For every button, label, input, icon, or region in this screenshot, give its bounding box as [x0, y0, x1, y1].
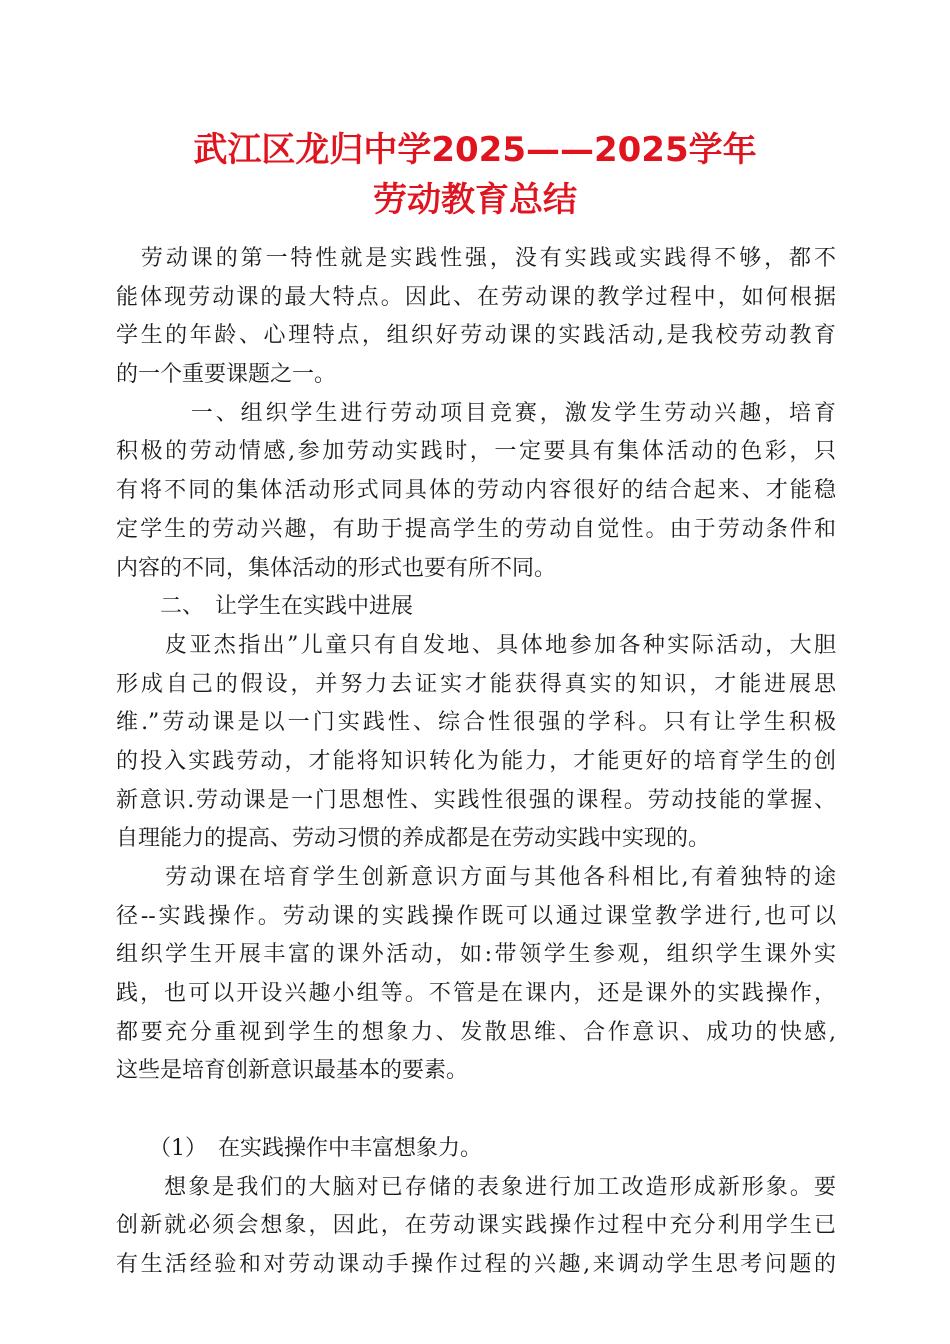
body-line: 的投入实践劳动，才能将知识转化为能力，才能更好的培育学生的创	[116, 748, 836, 774]
body-line: 有生活经验和对劳动课动手操作过程的兴趣,来调动学生思考问题的	[116, 1251, 836, 1277]
document-title-line-1: 武江区龙归中学2025——2025学年	[193, 130, 757, 170]
body-line: 能体现劳动课的最大特点。因此、在劳动课的教学过程中，如何根据	[116, 284, 836, 310]
body-line: 形成自己的假设，并努力去证实才能获得真实的知识，才能进展思	[116, 671, 836, 697]
body-line: 劳动课的第一特性就是实践性强，没有实践或实践得不够，都不	[116, 246, 836, 271]
body-line: 有将不同的集体活动形式同具体的劳动内容很好的结合起来、才能稳	[116, 478, 836, 504]
body-line: 践，也可以开设兴趣小组等。不管是在课内，还是课外的实践操作，	[116, 981, 836, 1007]
body-line: 想象是我们的大脑对已存储的表象进行加工改造形成新形象。要	[116, 1174, 836, 1200]
body-line: 劳动课在培育学生创新意识方面与其他各科相比,有着独特的途	[116, 865, 836, 890]
subsection-heading: （1） 在实践操作中丰富想象力。	[116, 1135, 482, 1161]
body-line: 的一个重要课题之一。	[116, 362, 337, 388]
body-line: 组织学生开展丰富的课外活动，如:带领学生参观，组织学生课外实	[116, 942, 836, 968]
body-line: 维.”劳动课是以一门实践性、综合性很强的学科。只有让学生积极	[116, 710, 836, 736]
section-heading: 二、 让学生在实践中进展	[116, 594, 414, 620]
body-line: 新意识.劳动课是一门思想性、实践性很强的课程。劳动技能的掌握、	[116, 787, 836, 813]
body-line: 自理能力的提高、劳动习惯的养成都是在劳动实践中实现的。	[116, 826, 711, 852]
blank-line	[116, 1091, 836, 1130]
document-title-line-2: 劳动教育总结	[373, 180, 577, 220]
body-line: 一、组织学生进行劳动项目竞赛，激发学生劳动兴趣，培育	[116, 400, 836, 426]
body-line: 这些是培育创新意识最基本的要素。	[116, 1058, 469, 1084]
body-line: 皮亚杰指出”儿童只有自发地、具体地参加各种实际活动，大胆	[116, 632, 836, 658]
body-line: 都要充分重视到学生的想象力、发散思维、合作意识、成功的快感,	[116, 1019, 836, 1045]
body-line: 学生的年龄、心理特点，组织好劳动课的实践活动,是我校劳动教育	[116, 323, 836, 349]
body-line: 积极的劳动情感,参加劳动实践时，一定要具有集体活动的色彩，只	[116, 439, 836, 465]
body-line: 内容的不同，集体活动的形式也要有所不同。	[116, 555, 557, 581]
body-line: 创新就必须会想象，因此，在劳动课实践操作过程中充分利用学生已	[116, 1213, 836, 1239]
document-body	[116, 240, 836, 1285]
body-line: 定学生的劳动兴趣，有助于提高学生的劳动自觉性。由于劳动条件和	[116, 516, 836, 542]
body-line: 径--实践操作。劳动课的实践操作既可以通过课堂教学进行,也可以	[116, 903, 836, 929]
